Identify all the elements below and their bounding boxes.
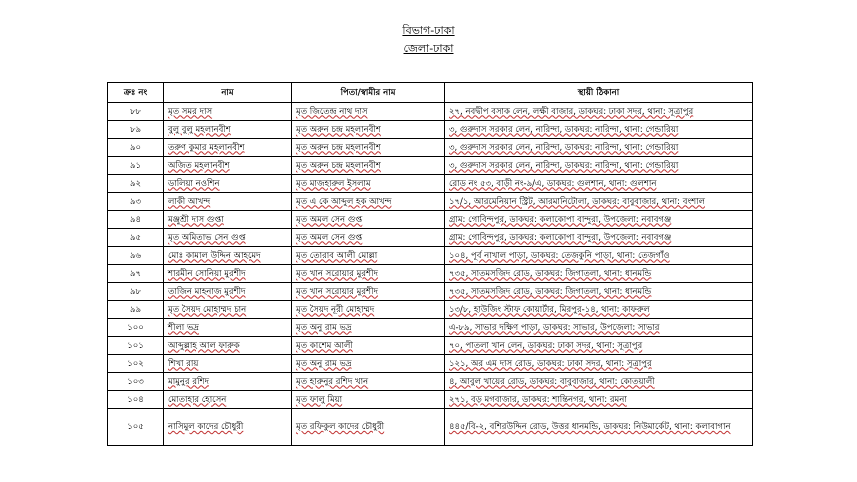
parent-name-cell-text: মৃত কাশেম আলী xyxy=(296,340,353,351)
parent-name-cell xyxy=(292,319,445,337)
parent-name-cell xyxy=(292,265,445,283)
parent-name-cell-text: মৃত তোরাব আলী মোল্লা xyxy=(296,250,378,261)
serial-cell-text: ৯৯ xyxy=(129,304,142,315)
col-header-name: নাম xyxy=(164,83,292,103)
name-cell xyxy=(164,355,292,373)
name-cell xyxy=(164,211,292,229)
address-cell xyxy=(445,139,753,157)
serial-cell xyxy=(108,157,164,175)
address-cell-text: ৭০, পাতলা খান লেন, ডাকঘর: ঢাকা সদর, থানা: সূত্রাপুর xyxy=(449,340,643,351)
serial-cell-text: ১০৩ xyxy=(127,376,144,387)
serial-cell-text: ১০০ xyxy=(127,322,144,333)
name-cell xyxy=(164,247,292,265)
address-cell-text: ১০৪, পূর্ব নাখাল পাড়া, ডাকঘর: তেজকুনি পাড়া, থানা: তেজগাঁও xyxy=(449,250,670,261)
parent-name-cell xyxy=(292,175,445,193)
serial-cell xyxy=(108,265,164,283)
serial-cell-text: ১০১ xyxy=(127,340,144,351)
serial-cell-text: ৯৮ xyxy=(129,286,142,297)
serial-cell-text: ৯৪ xyxy=(129,214,142,225)
name-cell-text: শারমীন সোনিয়া মুরশীদ xyxy=(168,268,246,279)
name-cell xyxy=(164,409,292,446)
serial-cell xyxy=(108,319,164,337)
parent-name-cell-text: মৃত মাজহারুল ইসলাম xyxy=(296,178,371,189)
address-cell-text: ২৭১, বড় মগবাজার, ডাকঘর: শান্তিনগর, থানা: রমনা xyxy=(449,394,627,405)
table-row xyxy=(108,157,753,175)
parent-name-cell xyxy=(292,301,445,319)
address-cell xyxy=(445,409,753,446)
table-row xyxy=(108,301,753,319)
name-cell-text: লাকী আখন্দ xyxy=(168,196,211,207)
parent-name-cell xyxy=(292,121,445,139)
name-cell-text: মোঃ কামাল উদ্দিন আহমেদ xyxy=(168,250,261,261)
parent-name-cell-text: মৃত অনু রাম ভদ্র xyxy=(296,358,352,369)
col-header-parent: পিতা/স্বামীর নাম xyxy=(292,83,445,103)
address-cell xyxy=(445,373,753,391)
address-cell-text: ১২১, অর এম দাস রোড, ডাকঘর: ঢাকা সদর, থানা: সূত্রাপুর xyxy=(449,358,652,369)
table-row xyxy=(108,175,753,193)
address-cell-text: গ্রাম: গোবিন্দপুর, ডাকঘর: কলাকোপা বান্দুরা, উপজেলা: নবাবগঞ্জ xyxy=(449,232,672,243)
address-cell xyxy=(445,283,753,301)
table-row xyxy=(108,319,753,337)
parent-name-cell-text: মৃত জিতেন্দ্র নাথ দাস xyxy=(296,106,368,117)
parent-name-cell xyxy=(292,211,445,229)
serial-cell-text: ৯০ xyxy=(129,142,142,153)
serial-cell xyxy=(108,373,164,391)
address-cell-text: গ্রাম: গোবিন্দপুর, ডাকঘর: কলাকোপা বান্দুরা, উপজেলা: নবাবগঞ্জ xyxy=(449,214,672,225)
address-cell xyxy=(445,175,753,193)
serial-cell-text: ১০৪ xyxy=(127,394,144,405)
table-row xyxy=(108,103,753,121)
col-header-serial: ক্রঃ নং xyxy=(108,83,164,103)
serial-cell xyxy=(108,301,164,319)
serial-cell xyxy=(108,103,164,121)
parent-name-cell-text: মৃত অমল সেন গুপ্ত xyxy=(296,232,363,243)
parent-name-cell xyxy=(292,193,445,211)
address-cell-text: এ-৮৯, সাভার দক্ষিণ পাড়া, ডাকঘর: সাভার, উপজেলা: সাভার xyxy=(449,322,660,333)
table-row xyxy=(108,193,753,211)
name-cell xyxy=(164,103,292,121)
address-cell-text: ৩, গুরুদাস সরকার লেন, নারিন্দা, ডাকঘর: নারিন্দা, থানা: গেন্ডারিয়া xyxy=(449,160,679,171)
address-cell xyxy=(445,301,753,319)
address-cell-text: ২৭, নবদ্বীপ বসাক লেন, লক্ষী বাজার, ডাকঘর: ঢাকা সদর, থানা: সূত্রাপুর xyxy=(449,106,694,117)
parent-name-cell xyxy=(292,355,445,373)
address-cell-text: ৩, গুরুদাস সরকার লেন, নারিন্দা, ডাকঘর: নারিন্দা, থানা: গেন্ডারিয়া xyxy=(449,124,679,135)
parent-name-cell-text: মৃত ফালু মিয়া xyxy=(296,394,343,405)
address-cell-text: ৭৩৫, সাতমসজিদ রোড, ডাকঘর: জিগাতলা, থানা: ধানমন্ডি xyxy=(449,286,652,297)
table-row xyxy=(108,373,753,391)
name-cell xyxy=(164,139,292,157)
address-cell xyxy=(445,121,753,139)
address-cell xyxy=(445,247,753,265)
address-cell xyxy=(445,193,753,211)
name-cell-text: বুলু বুলু মহলানবীশ xyxy=(168,124,231,135)
table-row xyxy=(108,247,753,265)
table-row xyxy=(108,409,753,446)
parent-name-cell-text: মৃত খান সরোয়ার মুরশীদ xyxy=(296,268,378,279)
serial-cell xyxy=(108,139,164,157)
district-heading: জেলা-ঢাকা xyxy=(403,42,454,55)
serial-cell-text: ৯৬ xyxy=(129,250,142,261)
parent-name-cell xyxy=(292,373,445,391)
serial-cell-text: ৯২ xyxy=(129,178,142,189)
address-cell xyxy=(445,265,753,283)
name-cell-text: আব্দুল্লাহ আল ফারুক xyxy=(168,340,240,351)
table-row xyxy=(108,229,753,247)
name-cell xyxy=(164,391,292,409)
table-row xyxy=(108,211,753,229)
serial-cell xyxy=(108,247,164,265)
serial-cell-text: ১০৫ xyxy=(127,422,144,432)
serial-cell-text: ৯৫ xyxy=(129,232,142,243)
name-cell xyxy=(164,337,292,355)
table-header-row xyxy=(108,83,753,103)
address-cell xyxy=(445,229,753,247)
address-cell-text: ৪, আবুল খায়ের রোড, ডাকঘর: বাবুবাজার, থানা: কোতয়ালী xyxy=(449,376,655,387)
parent-name-cell-text: মৃত অরুন চন্দ্র মহলানবীশ xyxy=(296,124,381,135)
serial-cell xyxy=(108,337,164,355)
parent-name-cell-text: মৃত সৈয়দ নূরী মোহাম্মদ xyxy=(296,304,375,315)
address-cell xyxy=(445,355,753,373)
address-cell xyxy=(445,391,753,409)
name-cell-text: শিখা রায় xyxy=(168,358,199,369)
serial-cell xyxy=(108,211,164,229)
name-cell-text: মৃত সৈয়দ মোহাম্মদ চান xyxy=(168,304,247,315)
serial-cell-text: ৯৭ xyxy=(129,268,142,279)
parent-name-cell xyxy=(292,391,445,409)
table-row xyxy=(108,139,753,157)
name-cell-text: মামুনুর রশিদ xyxy=(168,376,209,387)
address-cell xyxy=(445,211,753,229)
parent-name-cell xyxy=(292,157,445,175)
address-cell-text: ৭৩৫, সাতমসজিদ রোড, ডাকঘর: জিগাতলা, থানা: ধানমন্ডি xyxy=(449,268,652,279)
name-cell xyxy=(164,283,292,301)
table-row xyxy=(108,337,753,355)
name-cell-text: তাজিন মাহনাজ মুরশীদ xyxy=(168,286,246,297)
table-row xyxy=(108,391,753,409)
name-cell xyxy=(164,319,292,337)
name-cell-text: মোতাহার হোসেন xyxy=(168,394,227,405)
name-cell xyxy=(164,175,292,193)
parent-name-cell xyxy=(292,247,445,265)
name-cell-text: মৃত সমর দাস xyxy=(168,106,213,117)
name-cell xyxy=(164,373,292,391)
table-row xyxy=(108,121,753,139)
serial-cell-text: ৯১ xyxy=(129,160,142,171)
name-cell xyxy=(164,229,292,247)
name-cell xyxy=(164,265,292,283)
serial-cell xyxy=(108,355,164,373)
serial-cell-text: ৮৮ xyxy=(129,106,142,117)
name-cell-text: নাসিমুল কাদের চৌধুরী xyxy=(168,422,244,432)
parent-name-cell xyxy=(292,229,445,247)
parent-name-cell-text: মৃত অরুন চন্দ্র মহলানবীশ xyxy=(296,160,381,171)
parent-name-cell xyxy=(292,409,445,446)
serial-cell-text: ১০২ xyxy=(127,358,144,369)
parent-name-cell-text: মৃত অনু রাম ভদ্র xyxy=(296,322,352,333)
address-cell xyxy=(445,157,753,175)
parent-name-cell xyxy=(292,337,445,355)
address-cell xyxy=(445,337,753,355)
parent-name-cell-text: মৃত অরুন চন্দ্র মহলানবীশ xyxy=(296,142,381,153)
serial-cell xyxy=(108,175,164,193)
name-cell-text: শীলা ভদ্র xyxy=(168,322,199,333)
table-row xyxy=(108,265,753,283)
address-cell-text: ১৩/৮, হাউজিং স্টাফ কোয়ার্টার, মিরপুর-১৪, থানা: কাফরুল xyxy=(449,304,650,315)
table-row xyxy=(108,283,753,301)
serial-cell xyxy=(108,229,164,247)
serial-cell xyxy=(108,283,164,301)
name-cell-text: মঞ্জুশ্রী দাস গুপ্তা xyxy=(168,214,224,225)
address-cell-text: রোড নং ৫৩, বাড়ী নং-৯/এ, ডাকঘর: গুলশান, থানা: গুলশান xyxy=(449,178,657,189)
serial-cell xyxy=(108,391,164,409)
parent-name-cell-text: মৃত এ কে আব্দুল হক আখন্দ xyxy=(296,196,392,207)
serial-cell xyxy=(108,193,164,211)
parent-name-cell xyxy=(292,283,445,301)
col-header-address: স্থায়ী ঠিকানা xyxy=(445,83,753,103)
parent-name-cell-text: মৃত রফিকুল কাদের চৌধুরী xyxy=(296,422,385,432)
name-cell-text: মৃত অমিতাভ সেন গুপ্ত xyxy=(168,232,246,243)
name-cell xyxy=(164,301,292,319)
address-cell-text: ৩, গুরুদাস সরকার লেন, নারিন্দা, ডাকঘর: নারিন্দা, থানা: গেন্ডারিয়া xyxy=(449,142,679,153)
address-cell-text: ৪৪৫/বি-২, বশিরউদ্দিন রোড, উত্তর ধানমন্ডি, ডাকঘর: নিউমার্কেট, থানা: কলাবাগান xyxy=(449,422,731,432)
name-cell-text: তরুণ কুমার মহলানবীশ xyxy=(168,142,245,153)
address-cell xyxy=(445,319,753,337)
parent-name-cell-text: মৃত হারুনুর রশিদ খান xyxy=(296,376,369,387)
name-cell xyxy=(164,193,292,211)
records-table xyxy=(107,82,753,446)
table-row xyxy=(108,355,753,373)
address-cell-text: ১৭/১, আরমেনিয়ান স্ট্রিট, আরমানিটোলা, ডাকঘর: বাবুবাজার, থানা: বংশাল xyxy=(449,196,705,207)
parent-name-cell xyxy=(292,103,445,121)
parent-name-cell-text: মৃত অমল সেন গুপ্ত xyxy=(296,214,363,225)
division-heading: বিভাগ-ঢাকা xyxy=(402,24,455,37)
name-cell xyxy=(164,121,292,139)
name-cell xyxy=(164,157,292,175)
serial-cell xyxy=(108,409,164,446)
serial-cell-text: ৮৯ xyxy=(129,124,142,135)
name-cell-text: অজিত মহলানবীশ xyxy=(168,160,230,171)
address-cell xyxy=(445,103,753,121)
serial-cell-text: ৯৩ xyxy=(129,196,142,207)
serial-cell xyxy=(108,121,164,139)
parent-name-cell-text: মৃত খান সরোয়ার মুরশীদ xyxy=(296,286,378,297)
name-cell-text: ডালিয়া নওশিন xyxy=(168,178,220,189)
parent-name-cell xyxy=(292,139,445,157)
